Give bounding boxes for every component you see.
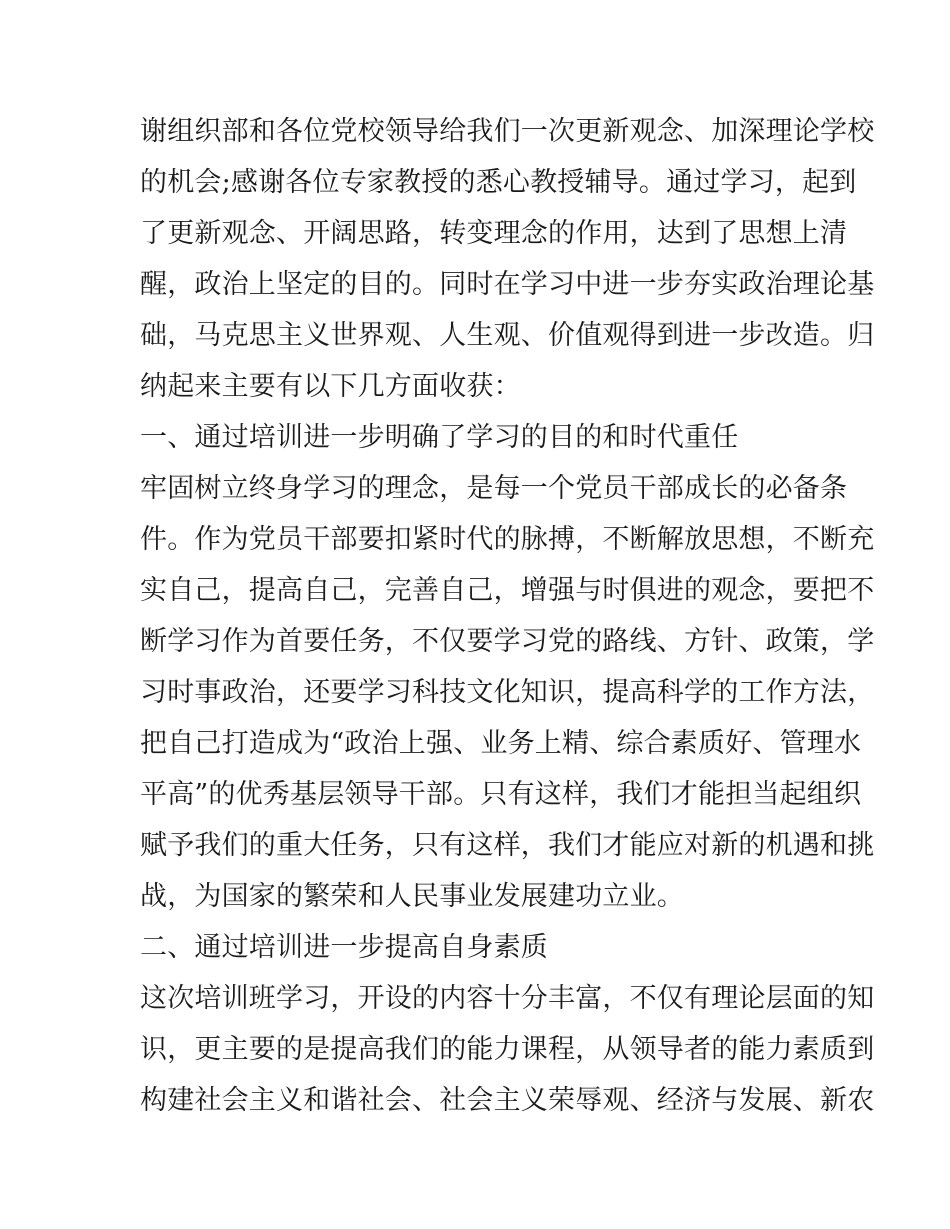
- paragraph-line: 的机会;感谢各位专家教授的悉心教授辅导。通过学习，起到: [140, 167, 857, 198]
- paragraph-line: 实自己，提高自己，完善自己，增强与时俱进的观念，要把不: [140, 575, 875, 606]
- paragraph-line: 赋予我们的重大任务，只有这样，我们才能应对新的机遇和挑: [140, 830, 875, 861]
- paragraph-line: 战，为国家的繁荣和人民事业发展建功立业。: [140, 881, 684, 912]
- paragraph-line: 了更新观念、开阔思路，转变理念的作用，达到了思想上清: [140, 218, 848, 249]
- paragraph-line: 牢固树立终身学习的理念，是每一个党员干部成长的必备条: [140, 473, 848, 504]
- paragraph-line: 平高”的优秀基层领导干部。只有这样，我们才能担当起组织: [140, 779, 862, 810]
- paragraph-line: 断学习作为首要任务，不仅要学习党的路线、方针、政策，学: [140, 626, 875, 657]
- paragraph-line: 这次培训班学习，开设的内容十分丰富，不仅有理论层面的知: [140, 983, 875, 1014]
- section-heading: 二、通过培训进一步提高自身素质: [140, 932, 548, 963]
- paragraph-line: 纳起来主要有以下几方面收获：: [140, 371, 521, 402]
- paragraph-line: 识，更主要的是提高我们的能力课程，从领导者的能力素质到: [140, 1034, 875, 1065]
- document-body: [140, 106, 875, 1126]
- paragraph-line: 谢组织部和各位党校领导给我们一次更新观念、加深理论学校: [140, 116, 875, 147]
- section-heading: 一、通过培训进一步明确了学习的目的和时代重任: [140, 422, 739, 453]
- paragraph-line: 习时事政治，还要学习科技文化知识，提高科学的工作方法，: [140, 677, 875, 708]
- paragraph-line: 醒，政治上坚定的目的。同时在学习中进一步夯实政治理论基: [140, 269, 875, 300]
- paragraph-line: 构建社会主义和谐社会、社会主义荣辱观、经济与发展、新农: [140, 1085, 875, 1116]
- paragraph-line: 件。作为党员干部要扣紧时代的脉搏，不断解放思想，不断充: [140, 524, 875, 555]
- paragraph-line: 把自己打造成为“政治上强、业务上精、综合素质好、管理水: [140, 728, 862, 759]
- paragraph-line: 础，马克思主义世界观、人生观、价值观得到进一步改造。归: [140, 320, 875, 351]
